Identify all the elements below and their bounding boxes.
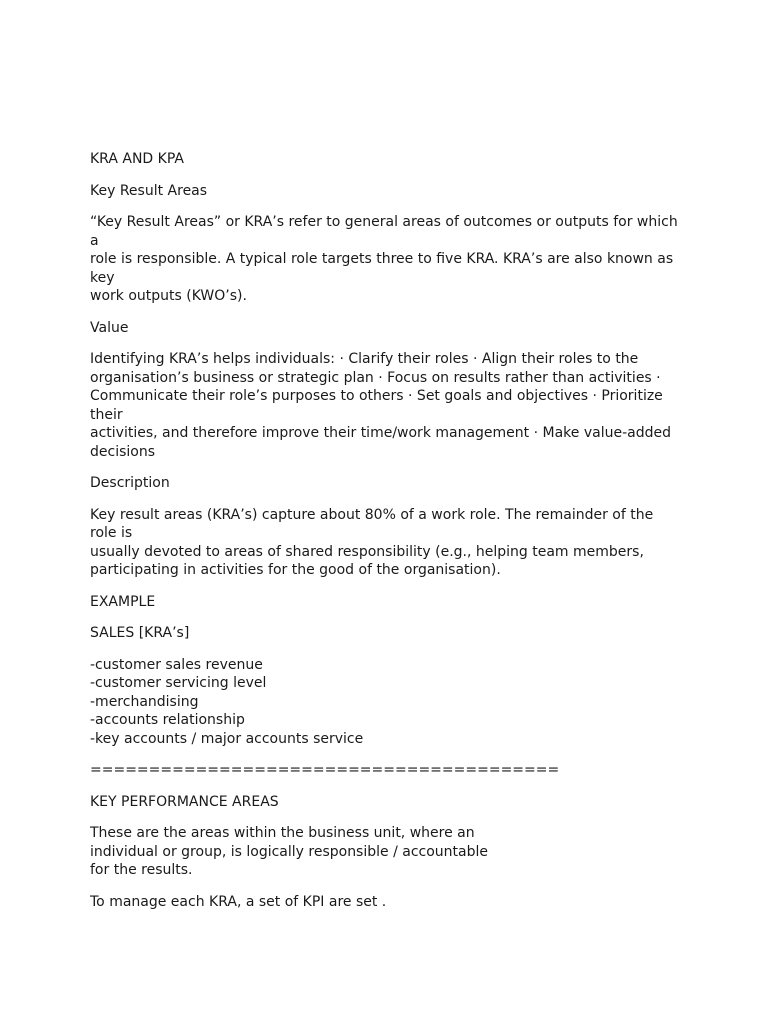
section-heading-kpa: KEY PERFORMANCE AREAS bbox=[90, 793, 279, 810]
description-paragraph bbox=[90, 506, 690, 580]
text-line: activities, and therefore improve their time/work management · Make value-added bbox=[90, 425, 671, 441]
document-title: KRA AND KPA bbox=[90, 151, 184, 167]
text-line: usually devoted to areas of shared responsibility (e.g., helping team members, bbox=[90, 543, 644, 560]
separator-line: ======================================== bbox=[90, 762, 560, 778]
text-line: for the results. bbox=[90, 862, 193, 878]
text-line: key bbox=[90, 269, 115, 286]
text-line: work outputs (KWO’s). bbox=[90, 288, 247, 304]
text-line: Communicate their role’s purposes to others · Set goals and objectives · Prioritize bbox=[90, 388, 663, 404]
list-item: -customer servicing level bbox=[90, 675, 267, 691]
text-line: role is responsible. A typical role targets three to five KRA. KRA’s are also known as bbox=[90, 251, 674, 267]
closing-sentence: To manage each KRA, a set of KPI are set . bbox=[90, 893, 387, 910]
text-line: participating in activities for the good of the organisation). bbox=[90, 562, 501, 578]
text-line: decisions bbox=[90, 443, 156, 460]
list-item: -accounts relationship bbox=[90, 712, 245, 728]
kpa-paragraph bbox=[90, 824, 690, 880]
text-line: These are the areas within the business unit, where an bbox=[90, 825, 475, 841]
text-line: their bbox=[90, 406, 123, 423]
sales-heading: SALES [KRA’s] bbox=[90, 625, 190, 641]
document-body bbox=[90, 150, 690, 924]
text-line: Key result areas (KRA’s) capture about 80% of a work role. The remainder of the bbox=[90, 506, 654, 523]
section-heading-kra: Key Result Areas bbox=[90, 182, 208, 199]
section-heading-description: Description bbox=[90, 475, 170, 491]
text-line: individual or group, is logically responsible / accountable bbox=[90, 843, 488, 860]
text-line: organisation’s business or strategic plan · Focus on results rather than activities · bbox=[90, 369, 661, 386]
value-paragraph bbox=[90, 350, 690, 461]
list-item: -merchandising bbox=[90, 693, 199, 710]
list-item: -key accounts / major accounts service bbox=[90, 730, 364, 747]
text-line: a bbox=[90, 232, 99, 249]
list-item: -customer sales revenue bbox=[90, 656, 263, 673]
text-line: Identifying KRA’s helps individuals: · Clarify their roles · Align their roles to the bbox=[90, 351, 639, 367]
text-line: “Key Result Areas” or KRA’s refer to general areas of outcomes or outputs for which bbox=[90, 214, 678, 230]
text-line: role is bbox=[90, 525, 133, 541]
section-heading-value: Value bbox=[90, 319, 129, 336]
sales-list bbox=[90, 656, 690, 749]
kra-definition-paragraph bbox=[90, 213, 690, 306]
section-heading-example: EXAMPLE bbox=[90, 593, 156, 610]
